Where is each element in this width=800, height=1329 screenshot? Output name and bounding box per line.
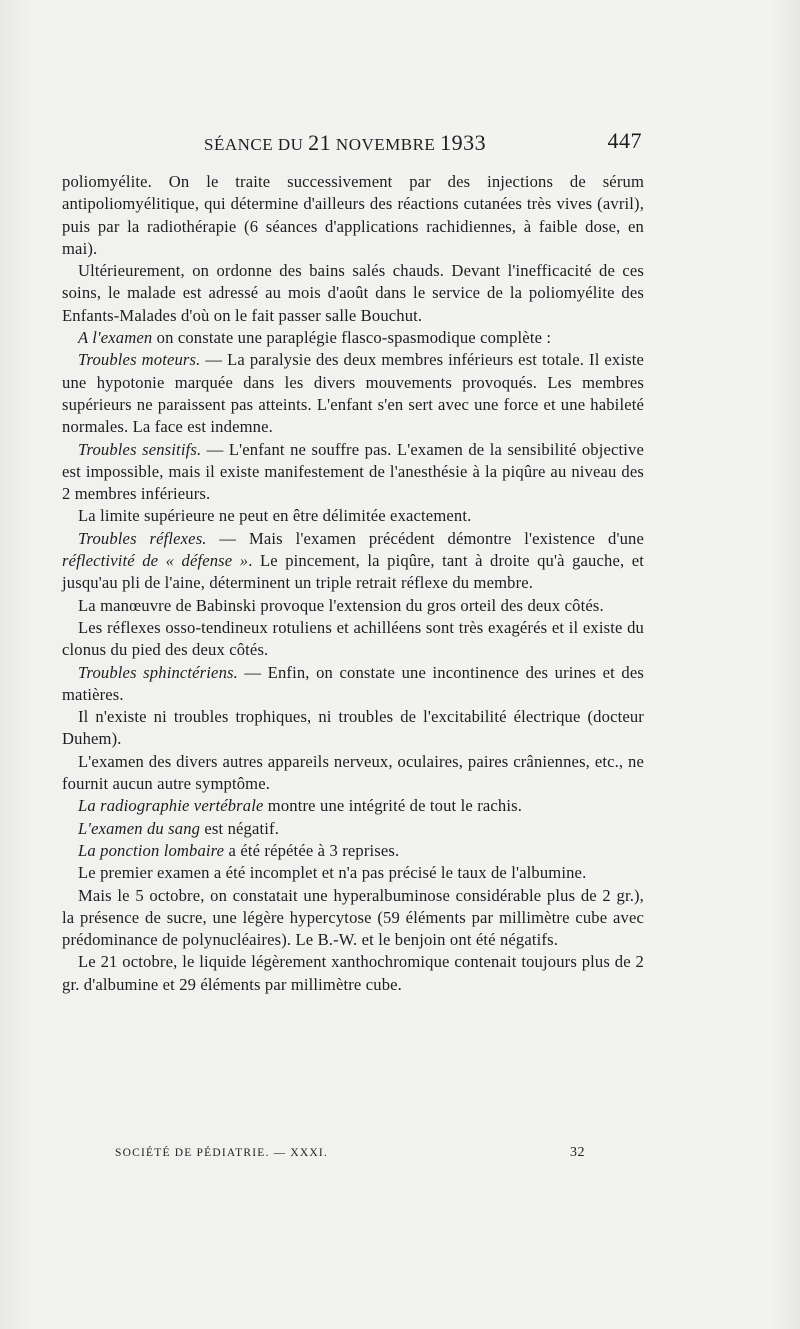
- running-head-prefix: SÉANCE DU: [204, 135, 309, 154]
- paragraph: [62, 862, 644, 884]
- italic-heading: Troubles sensitifs.: [78, 439, 202, 459]
- paragraph: [62, 617, 644, 662]
- paragraph: [62, 885, 644, 952]
- italic-heading: La ponction lombaire: [78, 840, 225, 860]
- text-run: montre une intégrité de tout le rachis.: [263, 796, 523, 816]
- text-run: La manœuvre de Babinski provoque l'extension du gros orteil des deux côtés.: [78, 595, 604, 615]
- italic-heading: La radiographie vertébrale: [78, 796, 264, 816]
- running-head-month: NOVEMBRE: [331, 135, 441, 154]
- running-head-year: 1933: [440, 130, 487, 155]
- text-run: Le premier examen a été incomplet et n'a pas précisé le taux de l'albumine.: [78, 863, 587, 883]
- paragraph: [62, 171, 644, 260]
- text-run: Il n'existe ni troubles trophiques, ni troubles de l'excitabilité électrique (docteur Duhem).: [62, 707, 644, 749]
- text-run: Les réflexes osso-tendineux rotuliens et achilléens sont très exagérés et il existe du clonus du pied des deux côtés.: [62, 617, 644, 660]
- text-run: La limite supérieure ne peut en être délimitée exactement.: [78, 506, 472, 526]
- text-run: poliomyélite. On le traite successivement par des injections de sérum antipoliomyélitique, qui détermine d'ailleurs des réactions cutanées très vives (avril), puis par la radiothérapie (6 séances d'applications rachidiennes, à faible dose, en mai).: [62, 172, 644, 258]
- text-run: L'examen des divers autres appareils nerveux, oculaires, paires crâniennes, etc., ne fournit aucun autre symptôme.: [62, 751, 644, 794]
- running-head: [204, 130, 486, 156]
- paragraph: [62, 439, 644, 506]
- paragraph: [62, 260, 644, 327]
- page-footer: [115, 1145, 585, 1165]
- paragraph: [62, 595, 644, 617]
- text-run: Le 21 octobre, le liquide légèrement xanthochromique contenait toujours plus de 2 gr. d'albumine et 29 éléments par millimètre cube.: [62, 952, 644, 994]
- text-run: — Enfin, on constate une incontinence des urines et des matières.: [62, 662, 644, 704]
- text-run: — Mais l'examen précédent démontre l'existence d'une: [206, 528, 644, 548]
- paragraph: [62, 840, 644, 862]
- paragraph: [62, 662, 644, 707]
- paragraph: [62, 795, 644, 817]
- italic-heading: L'examen du sang: [78, 818, 201, 838]
- paragraph: [62, 951, 644, 996]
- italic-heading: réflectivité de « défense »: [62, 551, 249, 571]
- paragraph: [62, 751, 644, 796]
- italic-heading: Troubles moteurs.: [78, 350, 201, 370]
- text-run: Ultérieurement, on ordonne des bains salés chauds. Devant l'inefficacité de ces soins, le malade est adressé au mois d'août dans le service de la poliomyélite des Enfants-Malades d'où on le fait passer salle Bouchut.: [62, 261, 644, 325]
- paragraph: [62, 706, 644, 751]
- running-head-day: 21: [308, 130, 332, 155]
- text-run: Mais le 5 octobre, on constatait une hyperalbuminose considérable plus de 2 gr.), la présence de sucre, une légère hypercytose (59 éléments par millimètre cube avec prédominance de polynucléaires). Le B.-W. et le benjoin ont été négatifs.: [62, 885, 644, 950]
- paragraph: [62, 327, 644, 349]
- paragraph: [62, 528, 644, 595]
- text-run: — La paralysie des deux membres inférieurs est totale. Il existe une hypotonie marquée dans les divers mouvements provoqués. Les membres supérieurs ne paraissent pas atteints. L'enfant s'en sert avec une force et une habileté normales. La face est indemne.: [62, 350, 645, 437]
- italic-heading: Troubles réflexes.: [78, 528, 207, 548]
- body-text: [62, 171, 644, 996]
- text-run: on constate une paraplégie flasco-spasmodique complète :: [152, 328, 552, 348]
- page-number: 447: [607, 128, 642, 153]
- text-run: a été répétée à 3 reprises.: [224, 840, 400, 860]
- paragraph: [62, 818, 644, 840]
- italic-heading: A l'examen: [78, 328, 153, 348]
- paragraph: [62, 505, 644, 527]
- text-run: est négatif.: [200, 818, 279, 838]
- journal-signature: SOCIÉTÉ DE PÉDIATRIE. — XXXI.: [115, 1147, 329, 1159]
- paragraph: [62, 349, 644, 438]
- text-run: — L'enfant ne souffre pas. L'examen de la sensibilité objective est impossible, mais il existe manifestement de l'anesthésie à la piqûre au niveau des 2 membres inférieurs.: [62, 439, 644, 504]
- text-run: . Le pincement, la piqûre, tant à droite qu'à gauche, et jusqu'au pli de l'aine, déterminent un triple retrait réflexe du membre.: [62, 551, 644, 593]
- page-header: [62, 128, 642, 158]
- italic-heading: Troubles sphinctériens.: [78, 662, 238, 682]
- signature-mark: 32: [570, 1145, 585, 1160]
